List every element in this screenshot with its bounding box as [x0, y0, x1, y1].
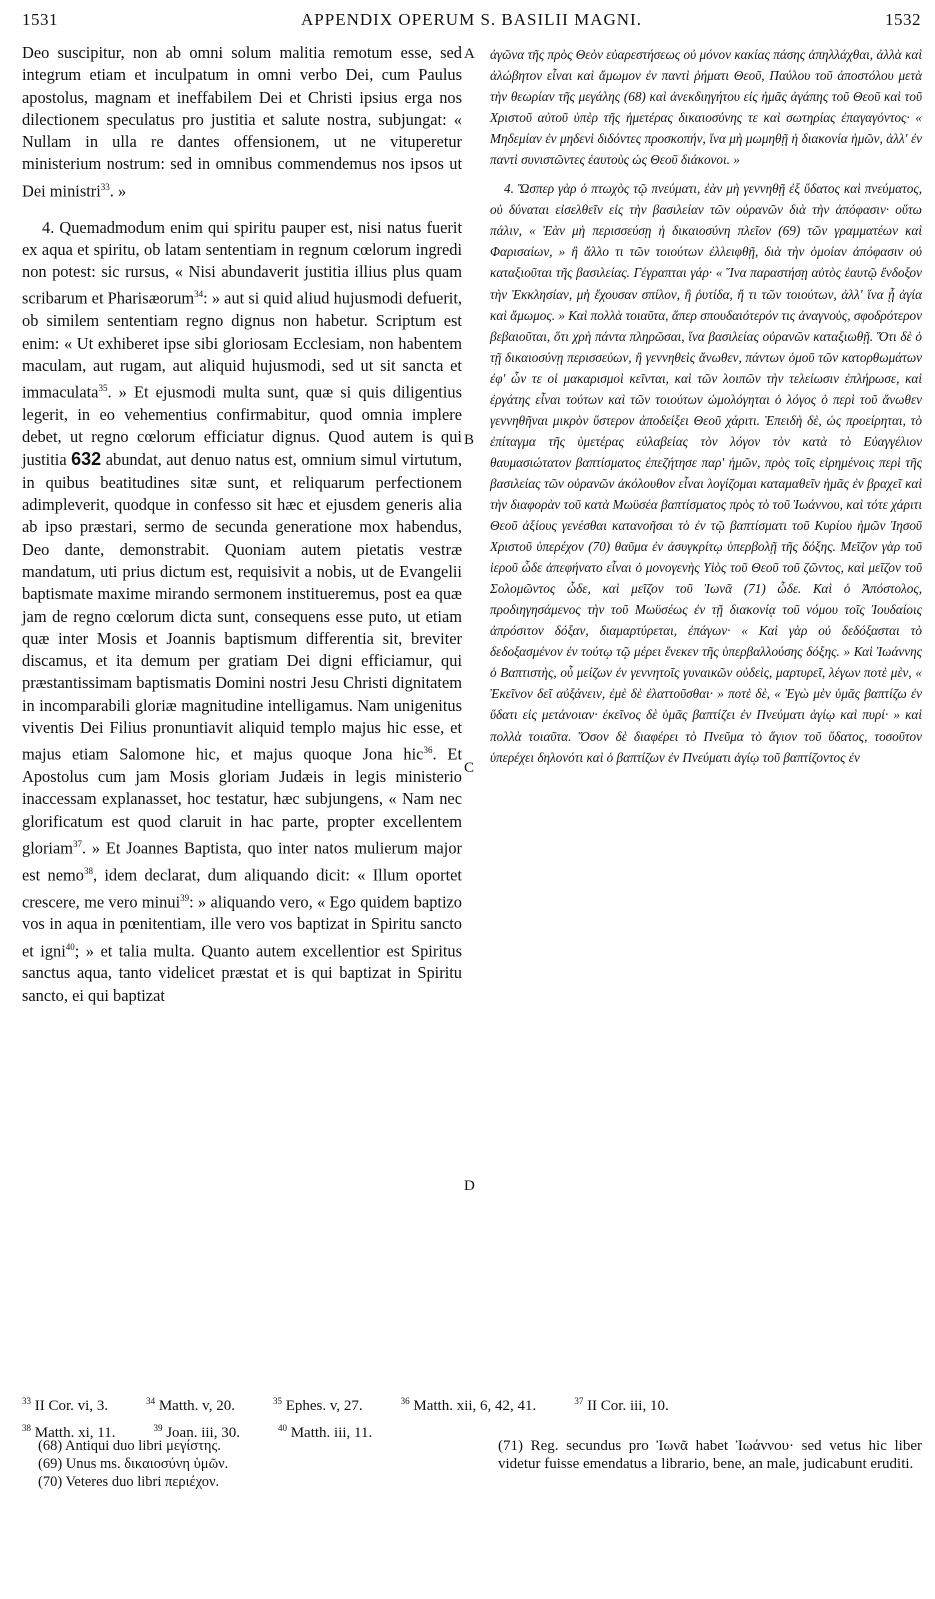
footnote-text: Ephes. v, 27.: [281, 1398, 363, 1414]
latin-paragraph-2: [22, 217, 462, 1007]
margin-marker-a: A: [464, 46, 475, 62]
latin-text: . » Et ejusmodi multa sunt, quæ si quis diligentius legerit, in eo vehementius confirmabitur, quod omnia implere debet, ut regno cœlorum efficiatur dignus. Quod autem is qui justitia: [22, 382, 462, 470]
latin-column: [22, 42, 462, 1007]
footnote-number: 38: [22, 1423, 31, 1433]
greek-paragraph-1: ἀγῶνα τῆς πρὸς Θεὸν εὐαρεστήσεως οὐ μόνον κακίας πάσης ἀπηλλάχθαι, ἀλλὰ καὶ ἀλώβητον εἶναι καὶ ἄμωμον ἐν παντὶ ῥήματι Θεοῦ, Παύλου τοῦ ἀποστόλου μετὰ τὴν θεωρίαν τῆς μεγάλης (68) καὶ ἀνεκδιηγήτου εἰς ἡμᾶς ἀγάπης τοῦ Θεοῦ καὶ τοῦ Χριστοῦ αὐτοῦ ὑπὲρ τῆς ἡμετέρας δικαιοσύνης τε καὶ σωτηρίας ἐπαγαγόντος· « Μηδεμίαν ἐν μηδενὶ διδόντες προσκοπήν, ἵνα μὴ μωμηθῇ ἡ διακονία ἡμῶν, ἀλλ' ἐν παντὶ συνιστῶντες ἑαυτοὺς ὡς Θεοῦ διάκονοι. »: [490, 47, 922, 168]
greek-paragraph-2: 4. Ὥσπερ γὰρ ὁ πτωχὸς τῷ πνεύματι, ἐὰν μὴ γεννηθῇ ἐξ ὕδατος καὶ πνεύματος, οὐ δύναται εἰσελθεῖν εἰς τὴν βασιλείαν τῶν οὐρανῶν διὰ τὴν ἀπόφασιν· οὕτω πάλιν, « Ἐὰν μὴ περισσεύσῃ ἡ δικαιοσύνη πλεῖον (69) τῶν γραμματέων καὶ Φαρισαίων, » ἢ ἄλλο τι τῶν τοιούτων ἐλλειφθῇ, διὰ τὴν ὁμοίαν ἀπόφασιν οὐ καταξιοῦται τῆς βασιλείας. Γέγραπται γάρ· « Ἵνα παραστήσῃ αὐτὸς ἑαυτῷ ἔνδοξον τὴν Ἐκκλησίαν, μὴ ἔχουσαν σπίλον, ἢ ῥυτίδα, ἤ τι τῶν τοιούτων, ἀλλ' ἵνα ᾖ ἁγία καὶ ἄμωμος. » Καὶ πολλὰ τοιαῦτα, ἅπερ σπουδαιότερόν τις ἀναγνοὺς, σφοδρότερον βεβαιοῦται, ὅτι χρὴ πάντα πληρῶσαι, ἵνα βασιλείας οὐρανῶν καταξιωθῇ. Ὅτι δὲ ὁ τῇ δικαιοσύνῃ περισσεύων, ἢ γεννηθεὶς ἄνωθεν, πάντων ὁμοῦ τῶν κατορθωμάτων ἐφ' ὧν τε οἱ μακαρισμοὶ κεῖνται, καὶ τῶν λοιπῶν τὴν τελείωσιν ἐπλήρωσε, καὶ ἐργάτης εἶναι τούτων καὶ τῶν τοιούτων ὡμολόγηται ὁ λόγος ὁ περὶ τοῦ ἄνωθεν γεννηθῆναι μικρὸν ὕστερον ἀποδείξει Θεοῦ χάριτι. Ἐπειδὴ δὲ, ὡς προείρηται, τὸ ἐπίταγμα τῆς ὑμετέρας εὐλαβείας τὸν λόγον τὸν κατὰ τὸ Εὐαγγέλιον θαυμασιώτατον βαπτίσματος ἐπεζήτησε παρ' ἡμῶν, πρὸς τοῖς εἰρημένοις περὶ τῆς βασιλείας τῶν οὐρανῶν ἀκόλουθον εἶναι λογίζομαι καταμαθεῖν ἡμᾶς ἐν βραχεῖ καὶ τὴν διαφορὰν τοῦ κατὰ Μωϋσέα βαπτίσματος πρὸς τὸ τοῦ Ἰωάννου, καὶ τότε χάριτι Θεοῦ ἀξίους γενέσθαι κατανοῆσαι τὸ ἐν τῷ βαπτίσματι τοῦ Κυρίου ἡμῶν Ἰησοῦ Χριστοῦ ὑπερέχον (70) θαῦμα ἐν ἀσυγκρίτῳ ὑπερβολῇ τῆς δόξης. Μεῖζον γὰρ τοῦ ἱεροῦ ὧδε ἀπεφήνατο εἶναι ὁ μονογενὴς Υἱὸς τοῦ Θεοῦ τοῦ ζῶντος, καὶ μεῖζον τοῦ Σολομῶντος ὧδε, καὶ μεῖζον τοῦ Ἰωνᾶ (71) ὧδε. Καὶ ὁ Ἀπόστολος, προδιηγησάμενος τὴν τοῦ Μωϋσέως ἐν τῇ διακονίᾳ τοῦ νόμου τοῖς Ἰουδαίοις ἀπρόσιτον δόξαν, διαμαρτύρεται, ἐπάγων· « Καὶ γὰρ οὐ δεδόξασται τὸ δεδοξασμένον ἐν τούτῳ τῷ μέρει ἕνεκεν τῆς ὑπερβαλλούσης δόξης. » Καὶ Ἰωάννης ὁ Βαπτιστὴς, οὗ μείζων ἐν γεννητοῖς γυναικῶν οὐδεὶς, μαρτυρεῖ, λέγων ποτὲ μὲν, « Ἐκεῖνον δεῖ αὐξάνειν, ἐμὲ δὲ ἐλαττοῦσθαι· » ποτὲ δὲ, « Ἐγὼ μὲν ὑμᾶς βαπτίζω ἐν ὕδατι εἰς μετάνοιαν· ἐκεῖνος δὲ ὑμᾶς βαπτίζει ἐν Πνεύματι ἁγίῳ καὶ πυρί· » καὶ πολλὰ τοιαῦτα. Ὅσον δὲ διαφέρει τὸ Πνεῦμα τὸ ἅγιον τοῦ ὕδατος, τοσοῦτον ὑπερέχει δηλονότι καὶ ὁ βαπτίζων ἐν Πνεύματι ἁγίῳ τοῦ βαπτίζοντος ἐν: [490, 181, 922, 765]
footnote-ref: 36: [423, 745, 433, 756]
latin-text: . »: [109, 181, 127, 201]
footnote-text: II Cor. vi, 3.: [31, 1398, 109, 1414]
latin-text: , idem declarat, dum aliquando dicit: « Illum oportet crescere, me vero minui: [22, 865, 462, 911]
page-number-left: 1531: [22, 10, 58, 29]
latin-text: : » aliquando vero, « Ego quidem baptizo vos in aqua in pœnitentiam, ille vero vos baptizat in Spiritu sancto et igni: [22, 891, 462, 961]
page-number-right: 1532: [885, 10, 921, 29]
latin-text: Deo suscipitur, non ab omni solum malitia remotum esse, sed integrum etiam et inculpatum in omni verbo Dei, cum Paulus apostolus, magnam et ineffabilem Dei et Christi ipsius erga nos dilectionem speculatus pro justitia et salute nostra, subjungat: « Nullam in ulla re dantes offensionem, ut ne vituperetur ministerium nostrum: sed in omnibus commendemus nos ipsos ut Dei ministri: [22, 43, 462, 201]
footnote-text: Joan. iii, 30.: [162, 1425, 240, 1441]
critical-note: (68) Antiqui duo libri μεγίστης.: [38, 1438, 221, 1454]
footnote-ref: 37: [72, 838, 82, 849]
latin-text: . » Et Joannes Baptista, quo inter natos mulierum major est nemo: [22, 838, 462, 885]
greek-column: [490, 44, 922, 768]
footnote-ref: 38: [83, 865, 93, 876]
margin-marker-d: D: [464, 1178, 475, 1194]
inline-page-number: 632: [71, 449, 102, 470]
margin-marker-c: C: [464, 760, 475, 776]
footnote-text: Matth. xii, 6, 42, 41.: [409, 1398, 537, 1414]
critical-notes-left: [38, 1437, 458, 1491]
footnote-ref: 33: [100, 181, 110, 192]
latin-text: . Et Apostolus cum jam Mosis gloriam Judæis in legis ministerio inaccessam explanasset, hoc testatur, hæc subjungens, « Nam nec glorificatum est quod claruit in hac parte, propter excellentem gloriam: [22, 744, 462, 858]
footnote-ref: 35: [98, 383, 108, 394]
scripture-footnotes: [22, 1390, 922, 1444]
running-title: APPENDIX OPERUM S. BASILII MAGNI.: [301, 10, 642, 29]
footnote-item: [574, 1398, 668, 1414]
critical-note: (71) Reg. secundus pro Ἰωνᾶ habet Ἰωάννου· sed vetus hic liber videtur fuisse emendatus a librario, bene, an male, judicabunt eruditi.: [498, 1438, 922, 1472]
latin-text: : » aut si quid aliud hujusmodi defuerit, ob similem sententiam regno dignus non habetur. Scriptum est enim: « Ut exhiberet ipse sibi gloriosam Ecclesiam, non habentem maculam, aut rugam, aut aliquid hujusmodi, sed ut sit sancta et immaculata: [22, 288, 463, 402]
footnote-number: 34: [146, 1396, 156, 1406]
latin-text: abundat, aut denuo natus est, omnium simul virtutum, in quibus beatitudines sitæ sunt, et reliquarum perfectionem adimpleverit, quodque in confesso sit hæc et ejusdem generis alia ab ipso præstari, sermo de secunda generatione mox habendus, Deo dante, demonstrabit. Quoniam autem pietatis vestræ mandatum, uti prius dictum est, requisivit a nobis, ut de Evangelii baptismate maxime mirando sermonem institueremus, post ea quæ jam de regno cœlorum dicta sunt, consequens esse puto, ut etiam quæ inter Mosis et Joannis baptismum differentia sit, breviter discamus, et ita demum per gratiam Dei digni efficiamur, qui præstantissimam baptismatis Domini nostri Jesu Christi dignitatem in incomparabili gloriæ magnitudine intelligamus. Nam unigenitus viventis Dei Filius pronuntiavit aliquid templo majus hic esse, et majus etiam Salomone hic, et majus quoque Jona hic: [22, 450, 462, 764]
footnote-number: 40: [277, 1423, 287, 1433]
footnote-ref: 40: [65, 941, 75, 952]
critical-note: (69) Unus ms. δικαιοσύνη ὑμῶν.: [38, 1456, 229, 1472]
footnote-number: 33: [22, 1396, 31, 1406]
latin-paragraph-1: [22, 42, 462, 203]
margin-marker-b: B: [464, 432, 475, 448]
footnote-text: II Cor. iii, 10.: [583, 1398, 669, 1414]
footnote-number: 35: [272, 1396, 282, 1406]
footnote-line: [22, 1390, 922, 1417]
footnote-item: [401, 1398, 537, 1414]
critical-note: (70) Veteres duo libri περιέχον.: [38, 1474, 220, 1490]
footnote-item: [22, 1398, 108, 1414]
latin-text: ; » et talia multa. Quanto autem excellentior est Spiritus sanctus aqua, tanto videlicet præstat et is qui baptizat in Spiritu sancto, ei qui baptizat: [22, 941, 462, 1005]
margin-markers: [464, 0, 484, 1599]
footnote-text: Matth. iii, 11.: [286, 1425, 373, 1441]
footnote-number: 36: [400, 1396, 410, 1406]
latin-text: 4. Quemadmodum enim qui spiritu pauper est, nisi natus fuerit ex aqua et spiritu, ob latam sententiam in regnum cœlorum ingredi non potest: sic rursus, « Nisi abundaverit justitia illius plus quam scribarum et Pharisæorum: [22, 217, 462, 308]
footnote-item: [146, 1398, 235, 1414]
critical-notes-right: [498, 1437, 922, 1473]
footnote-text: Matth. v, 20.: [155, 1398, 235, 1414]
footnote-ref: 39: [180, 892, 190, 903]
footnote-item: [273, 1398, 363, 1414]
footnote-number: 37: [574, 1396, 584, 1406]
footnote-ref: 34: [194, 289, 204, 300]
footnote-text: Matth. xi, 11.: [31, 1425, 116, 1441]
footnote-number: 39: [153, 1423, 163, 1433]
